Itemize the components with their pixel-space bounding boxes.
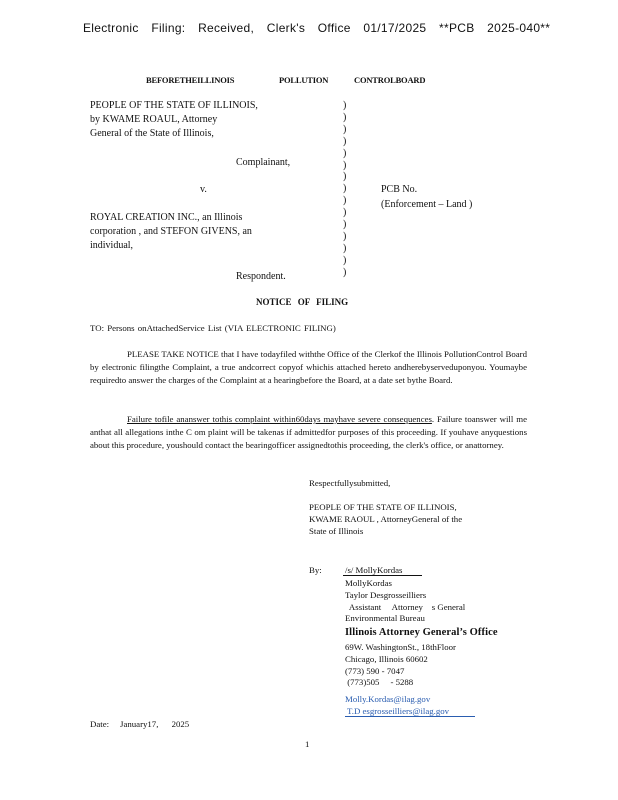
paren: ) <box>343 123 347 135</box>
email-underline <box>345 716 475 717</box>
filing-stamp-header: Electronic Filing: Received, Clerk's Office 01/17/2025 **PCB 2025-040** <box>83 21 551 35</box>
paren: ) <box>343 159 347 171</box>
warning-underlined-text: Failure tofile ananswer tothis complaint within60days mayhave severe consequences <box>127 414 432 424</box>
electronic-signature: /s/ MollyKordas <box>345 565 403 575</box>
plaintiff-line: by KWAME ROAUL, Attorney <box>90 114 218 125</box>
caption-parentheses <box>343 100 346 279</box>
address-line: Chicago, Illinois 60602 <box>345 653 428 664</box>
by-label: By: <box>309 565 322 575</box>
versus-label: v. <box>200 184 207 195</box>
date-line: Date: January17, 2025 <box>90 719 190 729</box>
paren: ) <box>343 242 347 254</box>
paren: ) <box>343 171 347 183</box>
closing-line: Respectfullysubmitted, <box>309 478 391 488</box>
case-type-label: (Enforcement – Land ) <box>381 199 473 210</box>
paren: ) <box>343 111 347 123</box>
warning-text: . Failure toanswer will me anthat all allegations inthe C om plaint will be takenas if admittedfor purposes of this proceeding. If youhave anyquestions about this procedure, youshould contact the bearingofficer assignedtothis proceeding, the clerk's office, or anattorney. <box>90 414 527 450</box>
complainant-label: Complainant, <box>236 157 291 168</box>
address-block <box>345 642 456 689</box>
email-link[interactable]: Molly.Kordas@ilag.gov <box>345 694 431 704</box>
defendant-line: individual, <box>90 240 134 251</box>
board-heading-part-3: CONTROLBOARD <box>354 75 426 85</box>
signer-block <box>345 578 465 625</box>
board-heading-part-1: BEFORETHEILLINOIS <box>146 75 235 85</box>
paren: ) <box>343 254 347 266</box>
paren: ) <box>343 195 347 207</box>
signer-line: Assistant Attorney s General <box>345 601 466 612</box>
board-heading-part-2: POLLUTION <box>279 75 329 85</box>
address-line: 69W. WashingtonSt., 18thFloor <box>345 642 456 652</box>
page-number: 1 <box>305 739 310 749</box>
plaintiff-line: PEOPLE OF THE STATE OF ILLINOIS, <box>90 100 258 111</box>
signature-underline <box>343 575 422 576</box>
paren: ) <box>343 219 347 231</box>
defendant-line: corporation , and STEFON GIVENS, an <box>90 226 252 237</box>
signer-line: Taylor Desgrosseilliers <box>345 589 427 600</box>
signature-party-block <box>309 502 462 537</box>
plaintiff-caption <box>90 99 258 141</box>
paren: ) <box>343 266 347 278</box>
signer-line: MollyKordas <box>345 578 392 588</box>
paren: ) <box>343 135 347 147</box>
document-title: NOTICE OF FILING <box>256 297 349 307</box>
phone-line: (773)505 - 5288 <box>345 677 414 688</box>
phone-line: (773) 590 - 7047 <box>345 665 405 676</box>
pcb-number-label: PCB No. <box>381 184 418 195</box>
warning-paragraph <box>90 413 527 451</box>
plaintiff-line: General of the State of Illinois, <box>90 128 214 139</box>
defendant-line: ROYAL CREATION INC., an Illinois <box>90 212 243 223</box>
office-name: Illinois Attorney General’s Office <box>345 627 498 638</box>
defendant-caption <box>90 211 252 253</box>
paren: ) <box>343 100 347 111</box>
email-link[interactable]: T.D esgrosseilliers@ilag.gov <box>345 706 450 716</box>
party-line: PEOPLE OF THE STATE OF ILLINOIS, <box>309 502 457 512</box>
party-line: KWAME RAOUL , AttorneyGeneral of the <box>309 513 463 524</box>
party-line: State of Illinois <box>309 525 364 536</box>
notice-paragraph-text: PLEASE TAKE NOTICE that I have todayfiled withthe Office of the Clerkof the Illinois PollutionControl Board by electronic filingthe Complaint, a true andcorrect copyof whichis attached hereto andherebyserveduponyou. Youmaybe requiredto answer the charges of the Complaint at a hearingbefore the Board, at a date set bythe Board. <box>90 349 527 385</box>
paren: ) <box>343 230 347 242</box>
respondent-label: Respondent. <box>236 271 286 282</box>
notice-paragraph <box>90 348 527 386</box>
to-line: TO: Persons onAttachedService List (VIA ELECTRONIC FILING) <box>90 323 336 333</box>
paren: ) <box>343 147 347 159</box>
paren: ) <box>343 207 347 219</box>
paren: ) <box>343 183 347 195</box>
signer-line: Environmental Bureau <box>345 613 425 624</box>
